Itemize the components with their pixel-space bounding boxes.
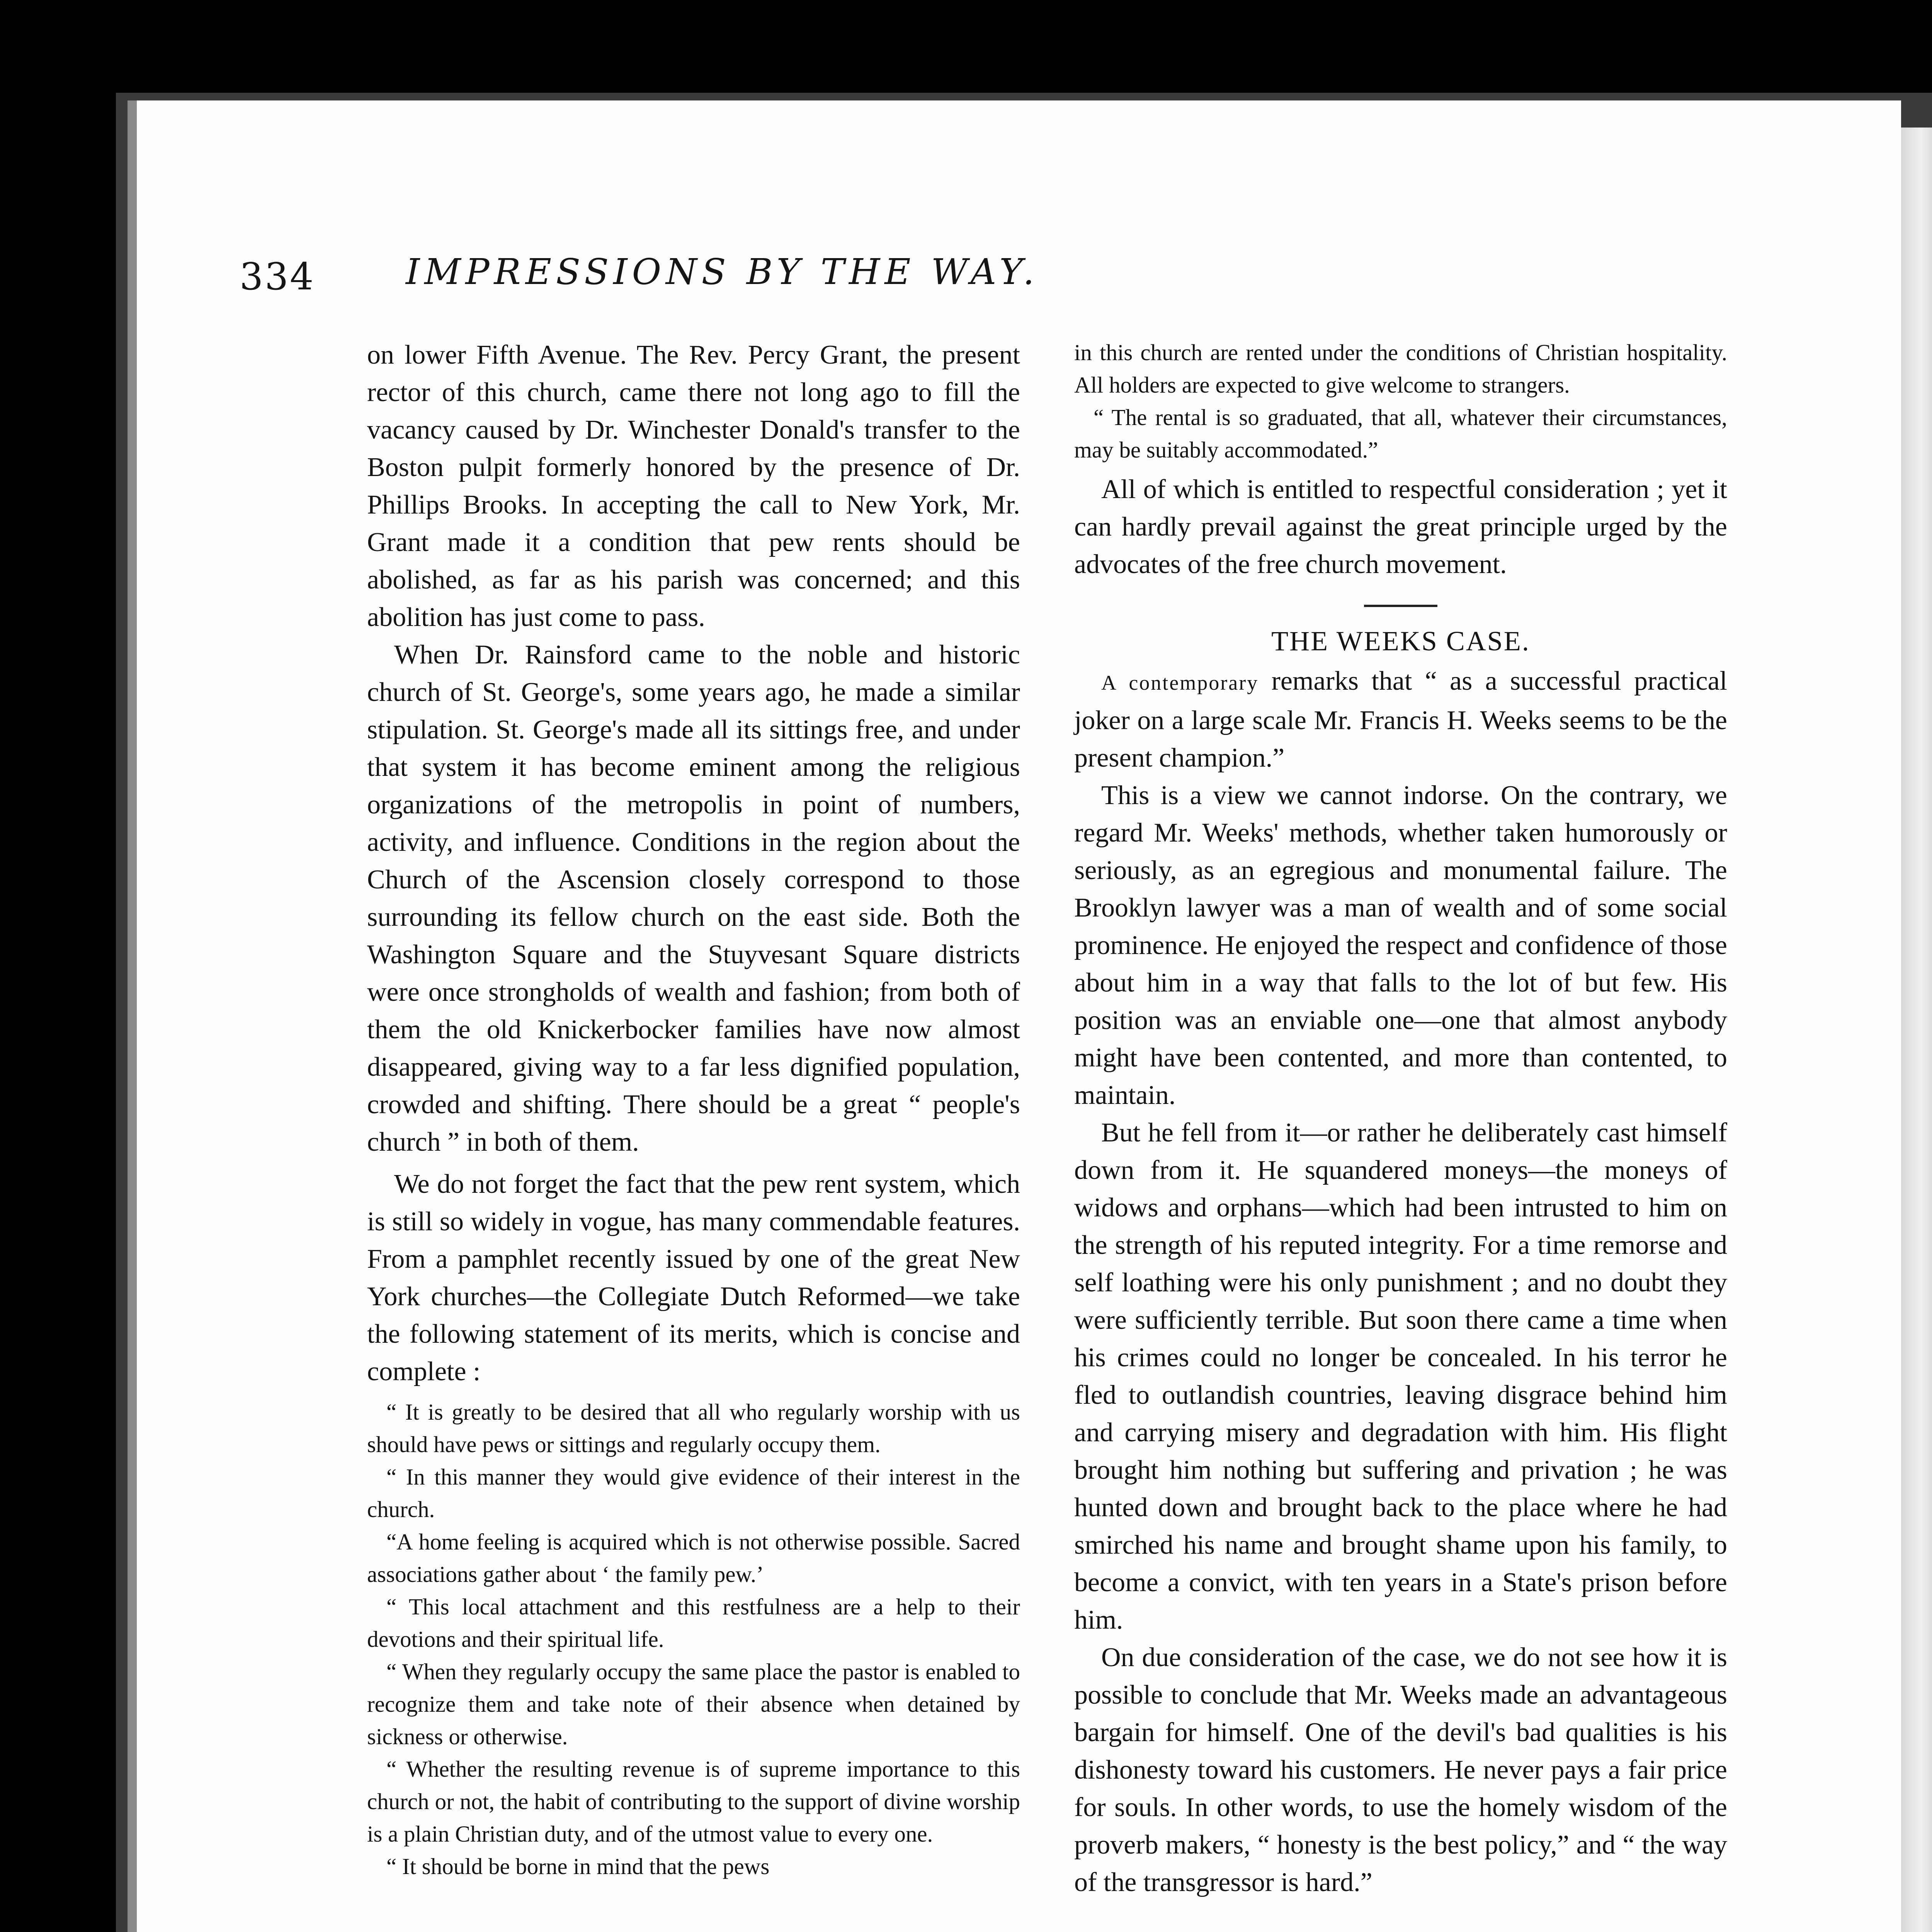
paragraph: We do not forget the fact that the pew rent system, which is still so widely in vogue, has many commendable features. From a pamphlet recently issued by one of the great New York churches—the Collegiate Dutch Reformed—we take the following statement of its merits, which is concise and complete : (367, 1169, 1020, 1386)
quoted-paragraph: “ In this manner they would give evidence of their interest in the church. (367, 1464, 1020, 1522)
paragraph: But he fell from it—or rather he deliberately cast himself down from it. He squandered moneys—the moneys of widows and orphans—which had been intrusted to him on the strength of his reputed integrity. For a time remorse and self loathing were his only punishment ; and no doubt they were sufficiently terrible. But soon there came a time when his crimes could no longer be concealed. In his terror he fled to outlandish countries, leaving disgrace behind him and carrying misery and degradation with him. His flight brought him nothing but suffering and privation ; he was hunted down and brought back to the place where he had smirched his name and brought shame upon his family, to become a convict, with ten years in a State's prison before him. (1074, 1118, 1727, 1635)
quoted-paragraph: “ It should be borne in mind that the pews (386, 1854, 770, 1879)
quoted-paragraph: “A home feeling is acquired which is not otherwise possible. Sacred associations gather about ‘ the family pew.’ (367, 1529, 1020, 1587)
page-header (240, 247, 1747, 301)
paragraph (1074, 662, 1727, 777)
quoted-paragraph: “ When they regularly occupy the same place the pastor is enabled to recognize them and take note of their absence when detained by sickness or otherwise. (367, 1659, 1020, 1749)
quoted-paragraph: “ This local attachment and this restfulness are a help to their devotions and their spiritual life. (367, 1594, 1020, 1652)
right-column (1074, 336, 1727, 1901)
quoted-paragraph: “ Whether the resulting revenue is of supreme importance to this church or not, the habit of contributing to the support of divine worship is a plain Christian duty, and of the utmost value to every one. (367, 1756, 1020, 1847)
page-edge (1901, 128, 1932, 1932)
quoted-paragraph: “ It is greatly to be desired that all who regularly worship with us should have pews or sittings and regularly occupy them. (367, 1399, 1020, 1457)
small-caps-lead: A contemporary (1101, 671, 1259, 694)
quoted-paragraph: “ The rental is so graduated, that all, whatever their circumstances, may be suitably accommodated.” (1074, 405, 1727, 463)
quoted-paragraph: in this church are rented under the conditions of Christian hospitality. All holders are expected to give welcome to strangers. (1074, 340, 1727, 398)
section-heading: THE WEEKS CASE. (1271, 626, 1530, 656)
paragraph: When Dr. Rainsford came to the noble and historic church of St. George's, some years ago, he made a similar stipulation. St. George's made all its sittings free, and under that system it has become eminent among the religious organizations of the metropolis in point of numbers, activity, and influence. Conditions in the region about the Church of the Ascension closely correspond to those surrounding its fellow church on the east side. Both the Washington Square and the Stuyvesant Square districts were once strongholds of wealth and fashion; from both of them the old Knickerbocker families have now almost disappeared, giving way to a far less dignified population, crowded and shifting. There should be a great “ people's church ” in both of them. (367, 640, 1020, 1157)
paragraph: All of which is entitled to respectful consideration ; yet it can hardly prevail against the great principle urged by the advocates of the free church movement. (1074, 474, 1727, 579)
left-column (367, 336, 1020, 1883)
section-divider (1364, 605, 1437, 607)
paragraph: On due consideration of the case, we do not see how it is possible to conclude that Mr. Weeks made an advantageous bargain for himself. One of the devil's bad qualities is his dishonesty toward his customers. He never pays a fair price for souls. In other words, to use the homely wisdom of the proverb makers, “ honesty is the best policy,” and “ the way of the transgressor is hard.” (1074, 1643, 1727, 1897)
page-number: 334 (240, 255, 315, 298)
paragraph: This is a view we cannot indorse. On the contrary, we regard Mr. Weeks' methods, whether taken humorously or seriously, as an egregious and monumental failure. The Brooklyn lawyer was a man of wealth and of some social prominence. He enjoyed the respect and confidence of those about him in a way that falls to the lot of but few. His position was an enviable one—one that almost anybody might have been contented, and more than contented, to maintain. (1074, 781, 1727, 1110)
paragraph-text: remarks that “ as a successful practical joker on a large scale Mr. Francis H. Weeks seems to be the present champion.” (1074, 666, 1727, 773)
running-head: IMPRESSIONS BY THE WAY. (406, 251, 1039, 293)
paragraph: on lower Fifth Avenue. The Rev. Percy Grant, the present rector of this church, came there not long ago to fill the vacancy caused by Dr. Winchester Donald's transfer to the Boston pulpit formerly honored by the presence of Dr. Phillips Brooks. In accepting the call to New York, Mr. Grant made it a condition that pew rents should be abolished, as far as his parish was concerned; and this abolition has just come to pass. (367, 340, 1020, 632)
